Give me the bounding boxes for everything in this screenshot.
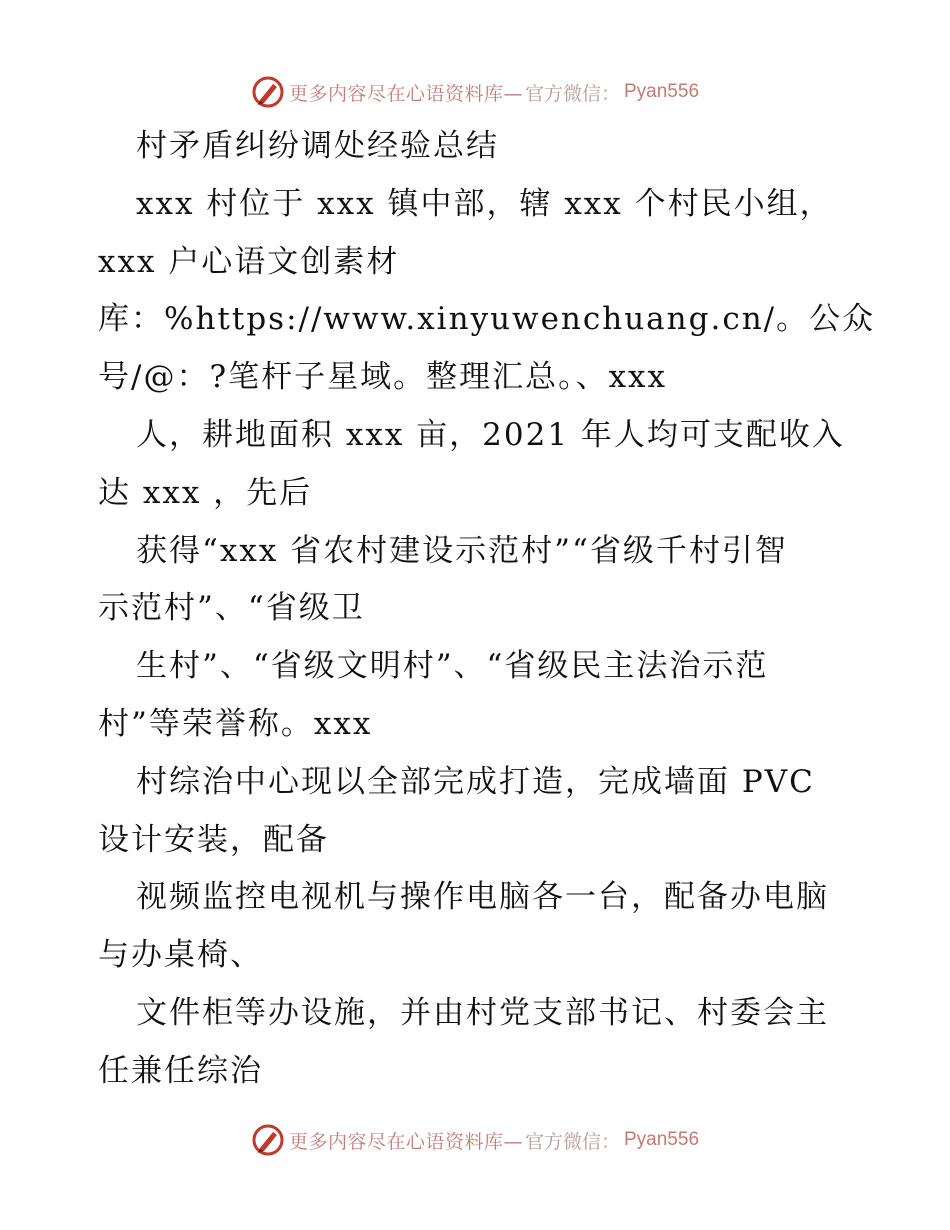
paragraph-line: 获得“xxx 省农村建设示范村”“省级千村引智 [136, 532, 788, 569]
paragraph-line: 生村”、“省级文明村”、“省级民主法治示范 [136, 648, 769, 685]
paragraph-line: 村”等荣誉称。xxx [98, 705, 373, 742]
paragraph-line: 与办桌椅、 [98, 937, 263, 974]
header-banner [0, 72, 950, 112]
footer-slogan: 更多内容尽在心语资料库— [288, 1130, 523, 1153]
paragraph-line: 库：%https://www.xinyuwenchuang.cn/。公众 [98, 301, 876, 338]
header-slogan: 更多内容尽在心语资料库— [288, 82, 523, 105]
paragraph-line: 达 xxx ，先后 [98, 474, 313, 511]
footer-wechat-id: Pyan556 [624, 1129, 700, 1150]
document-title: 村矛盾纠纷调处经验总结 [136, 128, 499, 164]
footer-banner [0, 1120, 950, 1160]
paragraph-line: 设计安装，配备 [98, 821, 329, 858]
paragraph-line: xxx 村位于 xxx 镇中部，辖 xxx 个村民小组， [136, 185, 833, 222]
pen-circle-logo-icon [251, 1123, 285, 1157]
paragraph-line: 号/@：?笔杆子星域。整理汇总。、xxx [98, 359, 668, 396]
header-wechat-id: Pyan556 [624, 81, 700, 102]
paragraph-line: 人，耕地面积 xxx 亩，2021 年人均可支配收入 [136, 416, 845, 453]
paragraph-line: 示范村”、“省级卫 [98, 590, 365, 627]
footer-wechat-label: 官方微信： [524, 1130, 620, 1153]
paragraph-line: 任兼任综治 [98, 1052, 263, 1089]
header-wechat-label: 官方微信： [524, 82, 620, 105]
paragraph-line: 视频监控电视机与操作电脑各一台，配备办电脑 [136, 879, 829, 916]
pen-circle-logo-icon [251, 75, 285, 109]
paragraph-line: 村综治中心现以全部完成打造，完成墙面 PVC [136, 763, 815, 800]
document-body [98, 118, 876, 1101]
paragraph-line: 文件柜等办设施，并由村党支部书记、村委会主 [136, 994, 829, 1031]
paragraph-line: xxx 户心语文创素材 [98, 243, 400, 280]
